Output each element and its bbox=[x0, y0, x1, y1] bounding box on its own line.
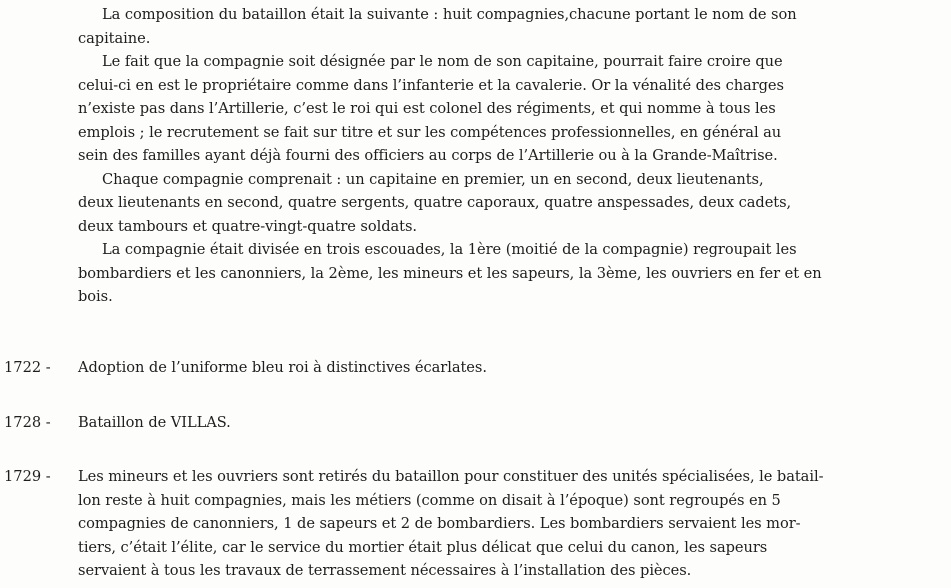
entry-year: 1728 - bbox=[4, 414, 51, 431]
entry-text: Bataillon de VILLAS. bbox=[78, 414, 231, 431]
entry-year: 1729 - bbox=[4, 468, 51, 485]
entry-year: 1722 - bbox=[4, 359, 51, 376]
entry-text: Les mineurs et les ouvriers sont retirés du bataillon pour constituer des unités spécialisées, le batail- lon reste à huit compagnies, mais les métiers (comme on disait à l’époque) sont regroupés en 5 compagnies de canonniers, 1 de sapeurs et 2 de bombardiers. Les bombardiers servaient les mor- tiers, c’était l’élite, car le service du mortier était plus délicat que celui du canon, les sapeurs servaient à tous les travaux de terrassement nécessaires à l’installation des pièces. bbox=[78, 468, 824, 579]
paragraph-squads: La compagnie était divisée en trois escouades, la 1ère (moitié de la compagnie) regroupait les bombardiers et les canonniers, la 2ème, les mineurs et les sapeurs, la 3ème, les ouvriers en fer et en bois. bbox=[78, 241, 822, 305]
chronology-entry-1722 bbox=[4, 356, 946, 380]
entry-text: Adoption de l’uniforme bleu roi à distinctives écarlates. bbox=[78, 359, 487, 376]
body-paragraphs bbox=[78, 3, 946, 309]
paragraph-composition: La composition du bataillon était la suivante : huit compagnies,chacune portant le nom de son capitaine. bbox=[78, 6, 797, 47]
paragraph-captain: Le fait que la compagnie soit désignée par le nom de son capitaine, pourrait faire croire que celui-ci en est le propriétaire comme dans l’infanterie et la cavalerie. Or la vénalité des charges n’existe pas dans l’Artillerie, c’est le roi qui est colonel des régiments, et qui nomme à tous les emplois ; le recrutement se fait sur titre et sur les compétences professionnelles, en général au sein des familles ayant déjà fourni des officiers au corps de l’Artillerie ou à la Grande-Maîtrise. bbox=[78, 53, 784, 164]
chronology-entry-1728 bbox=[4, 411, 946, 435]
chronology-entry-1729 bbox=[4, 465, 946, 583]
paragraph-company-members: Chaque compagnie comprenait : un capitaine en premier, un en second, deux lieutenants, deux lieutenants en second, quatre sergents, quatre caporaux, quatre anspessades, deux cadets, deux tambours et quatre-vingt-quatre soldats. bbox=[78, 170, 792, 235]
